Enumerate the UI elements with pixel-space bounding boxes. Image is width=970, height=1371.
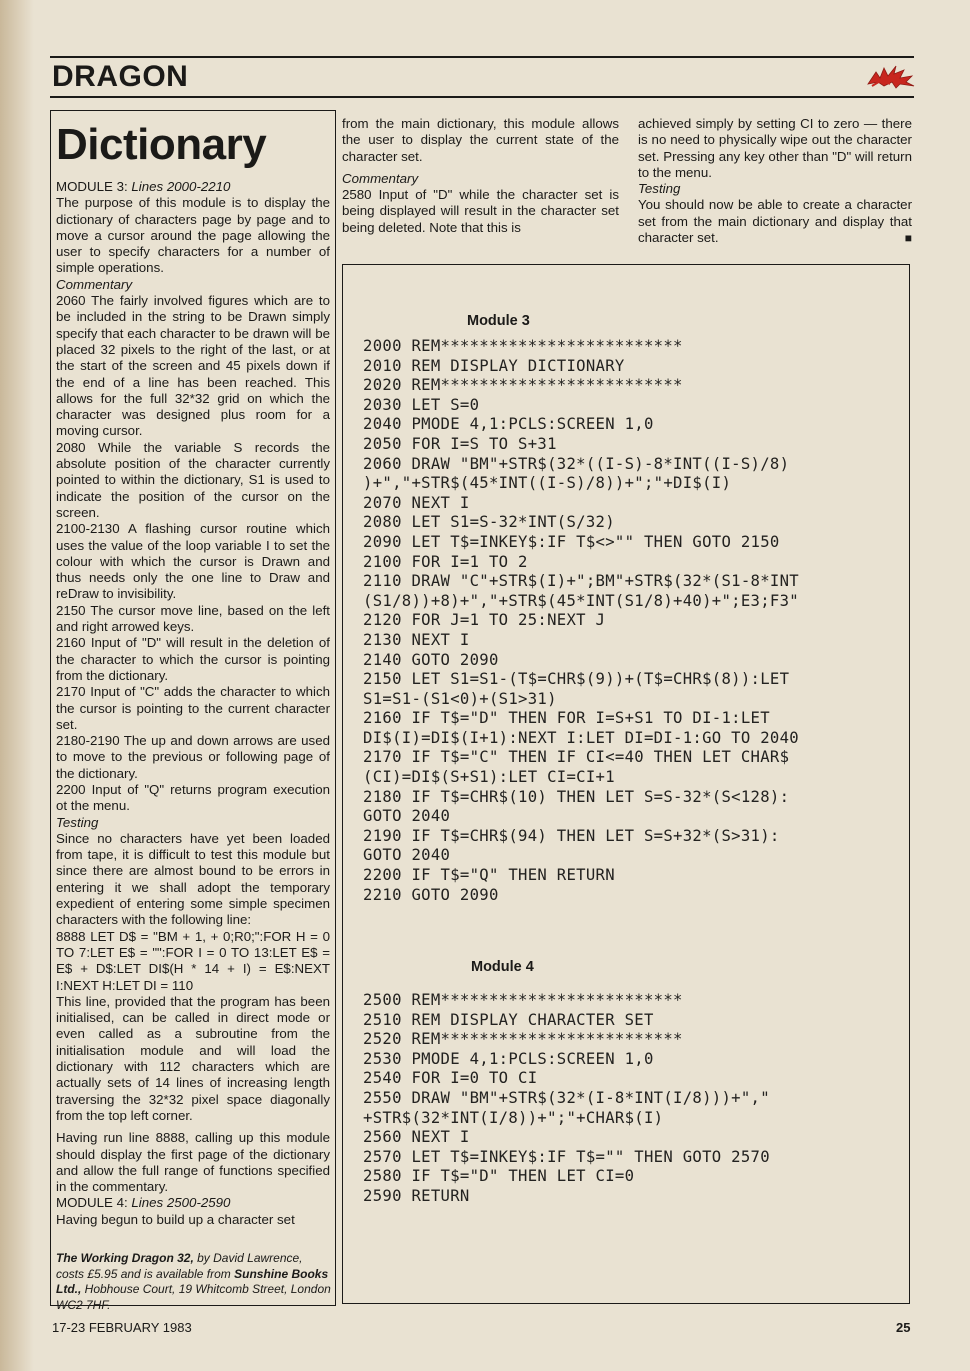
paragraph-text: 2160 Input of "D" will result in the deletion of the character to which the cursor is pointing from the dictionary. — [56, 635, 330, 683]
code-line: 2210 GOTO 2090 — [363, 885, 499, 904]
code-line: 2090 LET T$=INKEY$:IF T$<>"" THEN GOTO 2150 — [363, 532, 780, 551]
code-line: 2050 FOR I=S TO S+31 — [363, 434, 557, 453]
paragraph — [56, 929, 330, 994]
paragraph-text: Having begun to build up a character set — [56, 1211, 295, 1227]
code-line: S1=S1-(S1<0)+(S1>31) — [363, 689, 557, 708]
article-title: Dictionary — [56, 120, 267, 169]
page-gutter — [0, 0, 34, 1371]
credit-publisher: Sunshine Books Ltd., — [56, 1266, 329, 1296]
paragraph — [56, 635, 330, 684]
module-4-label: Module 4 — [471, 959, 534, 975]
paragraph-text: 2100-2130 A flashing cursor routine which uses the value of the loop variable I to set the colour with which the cursor is Drawn and thus needs only the one line to Draw and reDraw to invisibility. — [56, 521, 330, 602]
credit-address: Hobhouse Court, 19 Whitcomb Street, London WC2 7HF. — [56, 1282, 331, 1312]
code-line: 2020 REM************************* — [363, 376, 683, 395]
paragraph — [342, 187, 619, 236]
code-line: 2500 REM************************* — [363, 991, 683, 1009]
issue-date: 17-23 FEBRUARY 1983 — [52, 1320, 192, 1335]
subheading: Lines 2000-2210 — [131, 179, 231, 194]
paragraph — [56, 1130, 330, 1195]
header-rule-top — [50, 56, 914, 58]
module-heading: MODULE 3: — [56, 179, 132, 194]
code-line: GOTO 2040 — [363, 807, 451, 826]
paragraph-text: from the main dictionary, this module allows the user to display the current state of the character set. — [342, 116, 619, 164]
paragraph-text: The purpose of this module is to display the dictionary of characters page by page and to move a cursor around the page allowing the user to specify characters for a number of simple operations. — [56, 195, 330, 276]
code-line: 2550 DRAW "BM"+STR$(32*(I-8*INT(I/8)))+"," — [363, 1088, 770, 1107]
subheading: Testing — [56, 814, 99, 830]
module-3-code — [363, 337, 799, 905]
paragraph-text: 2170 Input of "C" adds the character to which the cursor is pointing to the current character set. — [56, 684, 330, 732]
paragraph — [56, 195, 330, 276]
end-mark: ■ — [904, 231, 912, 246]
paragraph — [56, 684, 330, 733]
code-line: 2110 DRAW "C"+STR$(I)+";BM"+STR$(32*(S1-8*INT — [363, 572, 799, 591]
page-number: 25 — [896, 1320, 911, 1335]
code-line: 2010 REM DISPLAY DICTIONARY — [363, 356, 625, 375]
paragraph — [56, 733, 330, 782]
paragraph — [638, 116, 912, 181]
subheading: Testing — [638, 181, 681, 197]
code-line: 2120 FOR J=1 TO 25:NEXT J — [363, 611, 606, 630]
paragraph — [56, 440, 330, 521]
code-line: 2070 NEXT I — [363, 493, 470, 512]
code-line: 2190 IF T$=CHR$(94) THEN LET S=S+32*(S>31): — [363, 826, 780, 845]
code-line: 2140 GOTO 2090 — [363, 650, 499, 669]
module-heading: MODULE 4: — [56, 1195, 132, 1211]
code-line: DI$(I)=DI$(I+1):NEXT I:LET DI=DI-1:GO TO 2040 — [363, 728, 799, 747]
paragraph — [56, 521, 330, 602]
paragraph-text: 2580 Input of "D" while the character set is being displayed will result in the character set being deleted. Note that this is — [342, 187, 619, 235]
paragraph-text: 2200 Input of "Q" returns program execution ot the menu. — [56, 781, 330, 814]
paragraph — [56, 831, 330, 929]
code-line: 2170 IF T$="C" THEN IF CI<=40 THEN LET CHAR$ — [363, 748, 790, 767]
paragraph — [56, 603, 330, 636]
code-line: 2160 IF T$="D" THEN FOR I=S+S1 TO DI-1:LET — [363, 709, 770, 728]
paragraph — [56, 179, 330, 195]
code-line: 2200 IF T$="Q" THEN RETURN — [363, 866, 615, 885]
article-column-3 — [638, 116, 912, 246]
book-credit — [56, 1251, 332, 1313]
dragon-icon — [866, 62, 916, 90]
paragraph-text: 2180-2190 The up and down arrows are used to move to the previous or following page of the dictionary. — [56, 733, 330, 781]
code-line: (S1/8))+8)+","+STR$(45*INT(S1/8)+40)+";E3;F3" — [363, 591, 799, 610]
code-line: (CI)=DI$(S+S1):LET CI=CI+1 — [363, 768, 615, 787]
paragraph-text: This line, provided that the program has been initialised, can be called in direct mode or even called as a subroutine from the initialisation module and will load the dictionary with 112 characters which are actually sets of 14 lines of increasing length traversing the 32*32 pixel space diagonally from the top left corner. — [56, 993, 330, 1123]
paragraph — [56, 815, 330, 831]
paragraph-text: Having run line 8888, calling up this module should display the first page of the dictionary and allow the full range of functions specified in the commentary. — [56, 1130, 330, 1195]
article-column-1 — [50, 110, 336, 1312]
paragraph — [56, 1212, 330, 1228]
subheading: Lines 2500-2590 — [131, 1195, 231, 1211]
credit-text: by David Lawrence, costs £5.95 and is available from — [56, 1251, 303, 1281]
code-line: 2040 PMODE 4,1:PCLS:SCREEN 1,0 — [363, 415, 654, 434]
code-line: 2580 IF T$="D" THEN LET CI=0 — [363, 1167, 635, 1186]
code-line: 2150 LET S1=S1-(T$=CHR$(9))+(T$=CHR$(8)):LET — [363, 670, 790, 689]
code-line: 2590 RETURN — [363, 1186, 470, 1205]
paragraph-text: Since no characters have yet been loaded from tape, it is difficult to test this module but since there are almost bound to be errors in entering it we shall adopt the temporary expedient of entering some simple specimen characters with the following line: — [56, 830, 330, 928]
code-line: 2130 NEXT I — [363, 630, 470, 649]
paragraph-text: 2150 The cursor move line, based on the left and right arrowed keys. — [56, 602, 330, 635]
code-line: 2180 IF T$=CHR$(10) THEN LET S=S-32*(S<128): — [363, 787, 790, 806]
paragraph — [638, 181, 912, 197]
code-line: 2510 REM DISPLAY CHARACTER SET — [363, 1010, 654, 1029]
paragraph — [56, 293, 330, 440]
section-title: DRAGON — [52, 60, 189, 93]
paragraph — [638, 197, 912, 246]
column-1-text — [56, 179, 330, 1228]
paragraph — [56, 994, 330, 1124]
module-3-label: Module 3 — [467, 313, 530, 329]
paragraph — [342, 116, 619, 165]
code-line: 2030 LET S=0 — [363, 395, 480, 414]
paragraph — [342, 171, 619, 187]
subheading: Commentary — [56, 276, 133, 292]
code-line: )+","+STR$(45*INT((I-S)/8))+";"+DI$(I) — [363, 474, 732, 493]
code-line: 2100 FOR I=1 TO 2 — [363, 552, 528, 571]
code-line: 2570 LET T$=INKEY$:IF T$="" THEN GOTO 2570 — [363, 1147, 770, 1166]
paragraph — [56, 277, 330, 293]
paragraph-text: 2060 The fairly involved figures which are to be included in the string to be Drawn simply specify that each character to be drawn will be placed 32 pixels to the right of the last, or at the start of the screen and 45 pixels down if the end of a line has been reached. This allows for the full 32*32 grid on which the character was designed plus room for a moving cursor. — [56, 293, 330, 439]
code-line: +STR$(32*INT(I/8))+";"+CHAR$(I) — [363, 1108, 664, 1127]
code-line: GOTO 2040 — [363, 846, 451, 865]
paragraph-text: You should now be able to create a character set from the main dictionary and display that character set. — [638, 197, 912, 246]
code-line: 2530 PMODE 4,1:PCLS:SCREEN 1,0 — [363, 1049, 654, 1068]
paragraph-text: 2080 While the variable S records the absolute position of the character currently pointed to within the dictionary, S1 is used to indicate the position of the cursor on the screen. — [56, 439, 330, 520]
code-line: 2000 REM************************* — [363, 337, 683, 355]
module-4-code — [363, 991, 770, 1207]
paragraph — [56, 782, 330, 815]
code-line: 2520 REM************************* — [363, 1030, 683, 1049]
subheading: Commentary — [342, 170, 419, 186]
paragraph — [56, 1195, 330, 1211]
code-line: 2080 LET S1=S-32*INT(S/32) — [363, 513, 615, 532]
paragraph-text: 8888 LET D$ = "BM + 1, + 0;R0;":FOR H = 0 TO 7:LET E$ = "":FOR I = 0 TO 13:LET E$ = E$ + D$:LET DI$(H * 14 + I) = E$:NEXT I:NEXT H:LET DI = 110 — [56, 928, 330, 993]
header-rule-bottom — [50, 96, 914, 98]
credit-book-title: The Working Dragon 32, — [56, 1251, 194, 1265]
article-column-2 — [342, 116, 619, 236]
code-line: 2060 DRAW "BM"+STR$(32*((I-S)-8*INT((I-S)/8) — [363, 454, 790, 473]
code-line: 2540 FOR I=0 TO CI — [363, 1069, 538, 1088]
paragraph-text: achieved simply by setting CI to zero — there is no need to physically wipe out the character set. Pressing any key other than "D" will return to the menu. — [638, 116, 912, 180]
program-listing — [342, 264, 910, 1304]
code-line: 2560 NEXT I — [363, 1128, 470, 1147]
